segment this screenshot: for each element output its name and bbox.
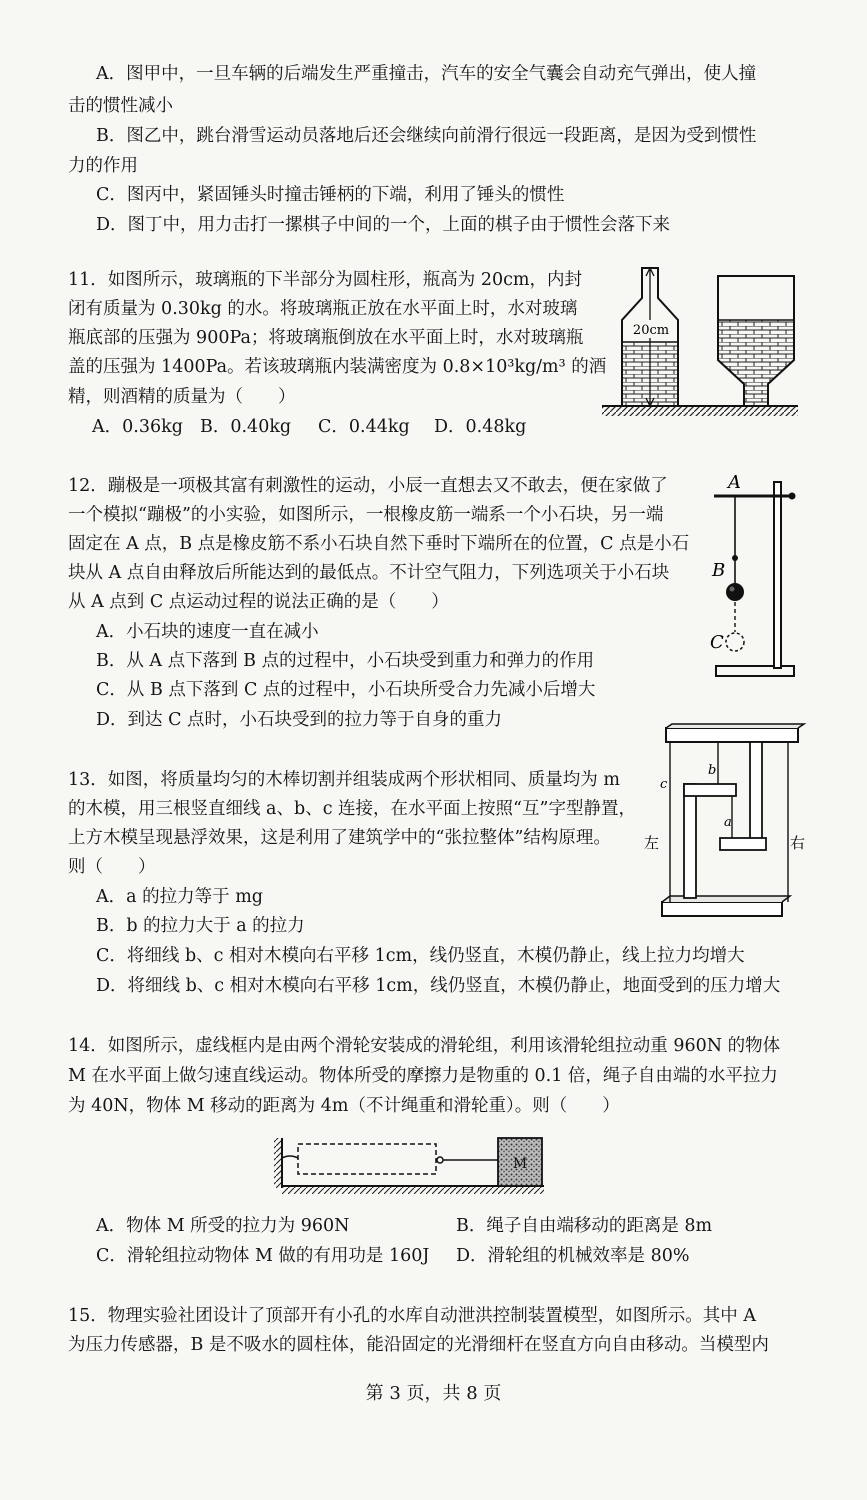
q11-stem-line4: 盖的压强为 1400Pa。若该玻璃瓶内装满密度为 0.8×10³kg/m³ 的酒 — [68, 357, 607, 377]
q11-option-c: C．0.44kg — [318, 417, 410, 437]
q13-right-label: 右 — [790, 834, 806, 852]
q14-stem-line1: 14．如图所示，虚线框内是由两个滑轮安装成的滑轮组，利用该滑轮组拉动重 960N 的物体 — [68, 1036, 781, 1056]
q12-option-b: B．从 A 点下落到 B 点的过程中，小石块受到重力和弹力的作用 — [96, 651, 595, 671]
q12-point-b-label: B — [712, 560, 726, 581]
q10-option-b-line2: 力的作用 — [68, 156, 138, 176]
q12-stem-line4: 块从 A 点自由释放后所能达到的最低点。不计空气阻力，下列选项关于小石块 — [68, 563, 670, 583]
page-footer: 第 3 页，共 8 页 — [365, 1383, 502, 1404]
q12-stem-line5: 从 A 点到 C 点运动过程的说法正确的是（ ） — [68, 592, 449, 612]
q12-option-a: A．小石块的速度一直在减小 — [96, 622, 319, 642]
q13-option-b: B．b 的拉力大于 a 的拉力 — [96, 916, 305, 936]
q12-point-c-label: C — [710, 632, 724, 653]
q13-stem-line3: 上方木模呈现悬浮效果，这是利用了建筑学中的“张拉整体”结构原理。 — [68, 828, 611, 848]
q13-thread-b-label: b — [708, 763, 717, 778]
q11-stem-line2: 闭有质量为 0.30kg 的水。将玻璃瓶正放在水平面上时，水对玻璃 — [68, 299, 578, 319]
q11-bottle-figure — [598, 262, 818, 424]
q10-option-c: C．图丙中，紧固锤头时撞击锤柄的下端，利用了锤头的惯性 — [96, 185, 565, 205]
q14-stem-line2: M 在水平面上做匀速直线运动。物体所受的摩擦力是物重的 0.1 倍，绳子自由端的水平拉力 — [68, 1066, 778, 1086]
q14-option-d: D．滑轮组的机械效率是 80% — [456, 1246, 690, 1266]
q13-thread-a-label: a — [724, 815, 732, 830]
q13-option-c: C．将细线 b、c 相对木模向右平移 1cm，线仍竖直，木模仍静止，线上拉力均增大 — [96, 946, 745, 966]
q13-option-a: A．a 的拉力等于 mg — [96, 887, 263, 907]
q13-stem-line4: 则（ ） — [68, 857, 156, 877]
q12-stem-line3: 固定在 A 点，B 点是橡皮筋不系小石块自然下垂时下端所在的位置，C 点是小石 — [68, 534, 690, 554]
q13-thread-c-label: c — [660, 777, 668, 792]
q14-option-a: A．物体 M 所受的拉力为 960N — [96, 1216, 350, 1236]
q13-tensegrity-figure — [640, 720, 810, 932]
q10-option-d: D．图丁中，用力击打一摞棋子中间的一个，上面的棋子由于惯性会落下来 — [96, 215, 671, 235]
q11-stem-line3: 瓶底部的压强为 900Pa；将玻璃瓶倒放在水平面上时，水对玻璃瓶 — [68, 328, 584, 348]
q12-stem-line2: 一个模拟“蹦极”的小实验，如图所示，一根橡皮筋一端系一个小石块，另一端 — [68, 505, 664, 525]
q10-option-b-line1: B．图乙中，跳台滑雪运动员落地后还会继续向前滑行很远一段距离，是因为受到惯性 — [96, 126, 757, 146]
q11-height-label: 20cm — [632, 323, 670, 338]
q13-option-d: D．将细线 b、c 相对木模向右平移 1cm，线仍竖直，木模仍静止，地面受到的压力增大 — [96, 976, 781, 996]
q12-option-d: D．到达 C 点时，小石块受到的拉力等于自身的重力 — [96, 710, 503, 730]
q12-bungee-figure — [700, 466, 810, 692]
q12-stem-line1: 12．蹦极是一项极其富有刺激性的运动，小辰一直想去又不敢去，便在家做了 — [68, 476, 668, 496]
q13-stem-line2: 的木模，用三根竖直细线 a、b、c 连接，在水平面上按照“互”字型静置， — [68, 799, 636, 819]
q10-option-a-line2: 击的惯性减小 — [68, 96, 173, 116]
q11-stem-line1: 11．如图所示，玻璃瓶的下半部分为圆柱形，瓶高为 20cm，内封 — [68, 270, 582, 290]
q14-pulley-figure — [270, 1128, 550, 1200]
q11-option-d: D．0.48kg — [434, 417, 527, 437]
q11-stem-line5: 精，则酒精的质量为（ ） — [68, 387, 296, 407]
q15-stem-line1: 15．物理实验社团设计了顶部开有小孔的水库自动泄洪控制装置模型，如图所示。其中 A — [68, 1306, 756, 1326]
q13-stem-line1: 13．如图，将质量均匀的木棒切割并组装成两个形状相同、质量均为 m — [68, 770, 620, 790]
q12-option-c: C．从 B 点下落到 C 点的过程中，小石块所受合力先减小后增大 — [96, 680, 596, 700]
q14-option-c: C．滑轮组拉动物体 M 做的有用功是 160J — [96, 1246, 430, 1266]
q14-block-label: M — [512, 1156, 528, 1172]
q14-option-b: B．绳子自由端移动的距离是 8m — [456, 1216, 713, 1236]
q11-option-b: B．0.40kg — [200, 417, 292, 437]
q15-stem-line2: 为压力传感器，B 是不吸水的圆柱体，能沿固定的光滑细杆在竖直方向自由移动。当模型内 — [68, 1335, 769, 1355]
q13-left-label: 左 — [644, 834, 660, 852]
q12-point-a-label: A — [728, 472, 741, 493]
q14-stem-line3: 为 40N，物体 M 移动的距离为 4m（不计绳重和滑轮重）。则（ ） — [68, 1096, 620, 1116]
q10-option-a-line1: A．图甲中，一旦车辆的后端发生严重撞击，汽车的安全气囊会自动充气弹出，使人撞 — [96, 64, 757, 84]
q11-option-a: A．0.36kg — [92, 417, 183, 437]
